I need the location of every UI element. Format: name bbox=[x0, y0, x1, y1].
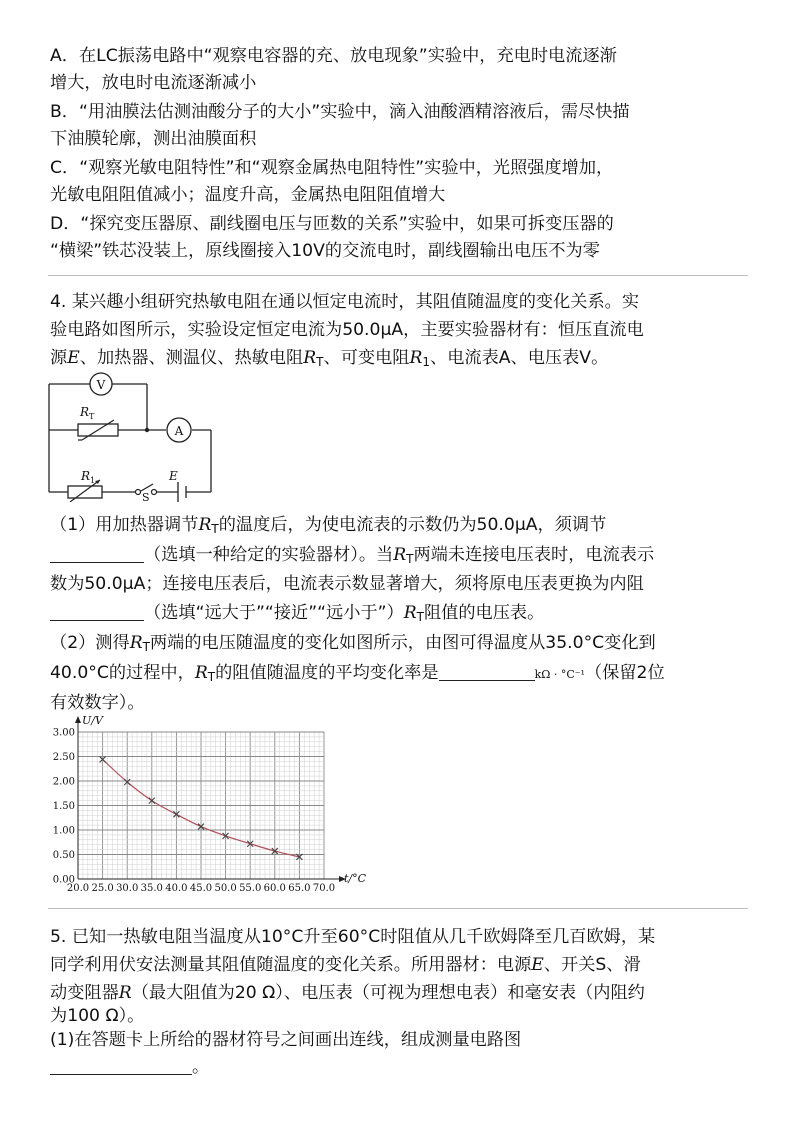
answer-blank-3[interactable] bbox=[439, 662, 535, 681]
y-tick-label: 0.50 bbox=[52, 850, 75, 861]
q5-line4: 为100 Ω）。 bbox=[50, 1006, 145, 1026]
q4-part1-line4: （选填“远大于”“接近”“远小于$”)R_T$阻值的电压表。 bbox=[50, 600, 544, 630]
q4-part1-line1: （1）用加热器调节$R_T$的温度后，为使电流表的示数仍为50.0μA，须调节 bbox=[50, 515, 607, 536]
voltmeter-label: V bbox=[96, 378, 106, 392]
x-tick-label: 60.0 bbox=[263, 883, 286, 894]
q5-line3: 动变阻器R（最大阻值为20 Ω）、电压表（可视为理想电表）和毫安表（内阻约 bbox=[50, 983, 645, 1003]
r1-label: $R_1$ bbox=[81, 469, 96, 485]
q4-part1-line2: （选填一种给定的实验器材）。当$R_T$两端未连接电压表时，电流表示 bbox=[50, 542, 654, 572]
option-d-line2: “横梁”铁芯没装上，原线圈接入10V的交流电时，副线圈输出电压不为零 bbox=[50, 241, 600, 261]
q4-part2-line2: 40.0°C的过程中，$R_T$的阻值随温度的平均变化率是 kΩ · °C⁻¹（保留2位 bbox=[50, 663, 665, 684]
answer-blank-1[interactable] bbox=[50, 544, 144, 563]
q4-line1: 4. 某兴趣小组研究热敏电阻在通以恒定电流时，其阻值随温度的变化关系。实 bbox=[50, 292, 640, 312]
option-b-line1: B．“用油膜法估测油酸分子的大小”实验中，滴入油酸酒精溶液后，需尽快描 bbox=[50, 102, 630, 122]
answer-blank-2[interactable] bbox=[50, 602, 144, 621]
option-a-line1: A．在LC振荡电路中“观察电容器的充、放电现象”实验中，充电时电流逐渐 bbox=[50, 46, 617, 66]
y-tick-label: 2.50 bbox=[52, 752, 75, 763]
divider bbox=[48, 908, 748, 909]
y-tick-label: 0.00 bbox=[52, 874, 75, 886]
circuit-diagram bbox=[40, 370, 220, 502]
y-tick-label: 2.00 bbox=[52, 776, 75, 788]
option-b-line2: 下油膜轮廓，测出油膜面积 bbox=[50, 129, 257, 149]
answer-blank-4[interactable] bbox=[50, 1056, 192, 1075]
q4-part2-line1: （2）测得$R_T$两端的电压随温度的变化如图所示，由图可得温度从35.0°C变化到 bbox=[50, 633, 656, 654]
variable-resistor-r1 bbox=[68, 486, 102, 498]
battery-label: E bbox=[169, 469, 178, 483]
q4-line3: 源E、加热器、测温仪、热敏电阻$R_T$、可变电阻$R_1$、电流表A、电压表V。 bbox=[50, 348, 609, 369]
y-tick-label: 1.50 bbox=[52, 801, 75, 812]
q5-line2: 同学利用伏安法测量其阻值随温度的变化关系。所用器材：电源E、开关S、滑 bbox=[50, 955, 641, 975]
x-tick-label: 35.0 bbox=[140, 883, 163, 894]
x-tick-label: 55.0 bbox=[239, 883, 262, 894]
q5-line5: (1)在答题卡上所给的器材符号之间画出连线，组成测量电路图 bbox=[50, 1030, 522, 1050]
junction-dot bbox=[145, 428, 149, 432]
y-axis-arrow bbox=[75, 716, 81, 723]
y-tick-label: 3.00 bbox=[52, 727, 75, 739]
switch-label: S bbox=[142, 491, 150, 502]
x-tick-label: 30.0 bbox=[116, 883, 139, 894]
option-c-line1: C．“观察光敏电阻特性”和“观察金属热电阻特性”实验中，光照强度增加， bbox=[50, 158, 614, 178]
q5-line6: 。 bbox=[50, 1054, 209, 1080]
x-tick-label: 70.0 bbox=[312, 883, 336, 894]
x-tick-label: 50.0 bbox=[214, 883, 237, 894]
x-tick-label: 40.0 bbox=[165, 883, 188, 894]
x-tick-label: 25.0 bbox=[91, 883, 114, 894]
voltage-temperature-chart bbox=[30, 714, 380, 894]
divider bbox=[48, 275, 748, 276]
x-axis-label: t/°C bbox=[344, 872, 367, 885]
x-tick-label: 45.0 bbox=[189, 883, 213, 894]
option-d-line1: D．“探究变压器原、副线圈电压与匝数的关系”实验中，如果可拆变压器的 bbox=[50, 214, 614, 234]
y-tick-label: 1.00 bbox=[52, 825, 75, 837]
q5-line1: 5. 已知一热敏电阻当温度从10°C升至60°C时阻值从几千欧姆降至几百欧姆，某 bbox=[50, 927, 656, 947]
q4-part2-line3: 有效数字）。 bbox=[50, 693, 145, 713]
option-c-line2: 光敏电阻阻值减小；温度升高，金属热电阻阻值增大 bbox=[50, 185, 446, 205]
y-axis-label: U/V bbox=[82, 714, 103, 727]
q4-line2: 验电路如图所示，实验设定恒定电流为50.0μA，主要实验器材有：恒压直流电 bbox=[50, 320, 644, 340]
q4-part1-line3: 数为50.0μA；连接电压表后，电流表示数显著增大，须将原电压表更换为内阻 bbox=[50, 574, 644, 594]
rt-label: $R_T$ bbox=[80, 405, 95, 421]
x-tick-label: 65.0 bbox=[288, 883, 311, 894]
x-tick-label: 20.0 bbox=[66, 883, 90, 894]
ammeter-label: A bbox=[174, 424, 184, 438]
option-a-line2: 增大，放电时电流逐渐减小 bbox=[50, 73, 257, 93]
